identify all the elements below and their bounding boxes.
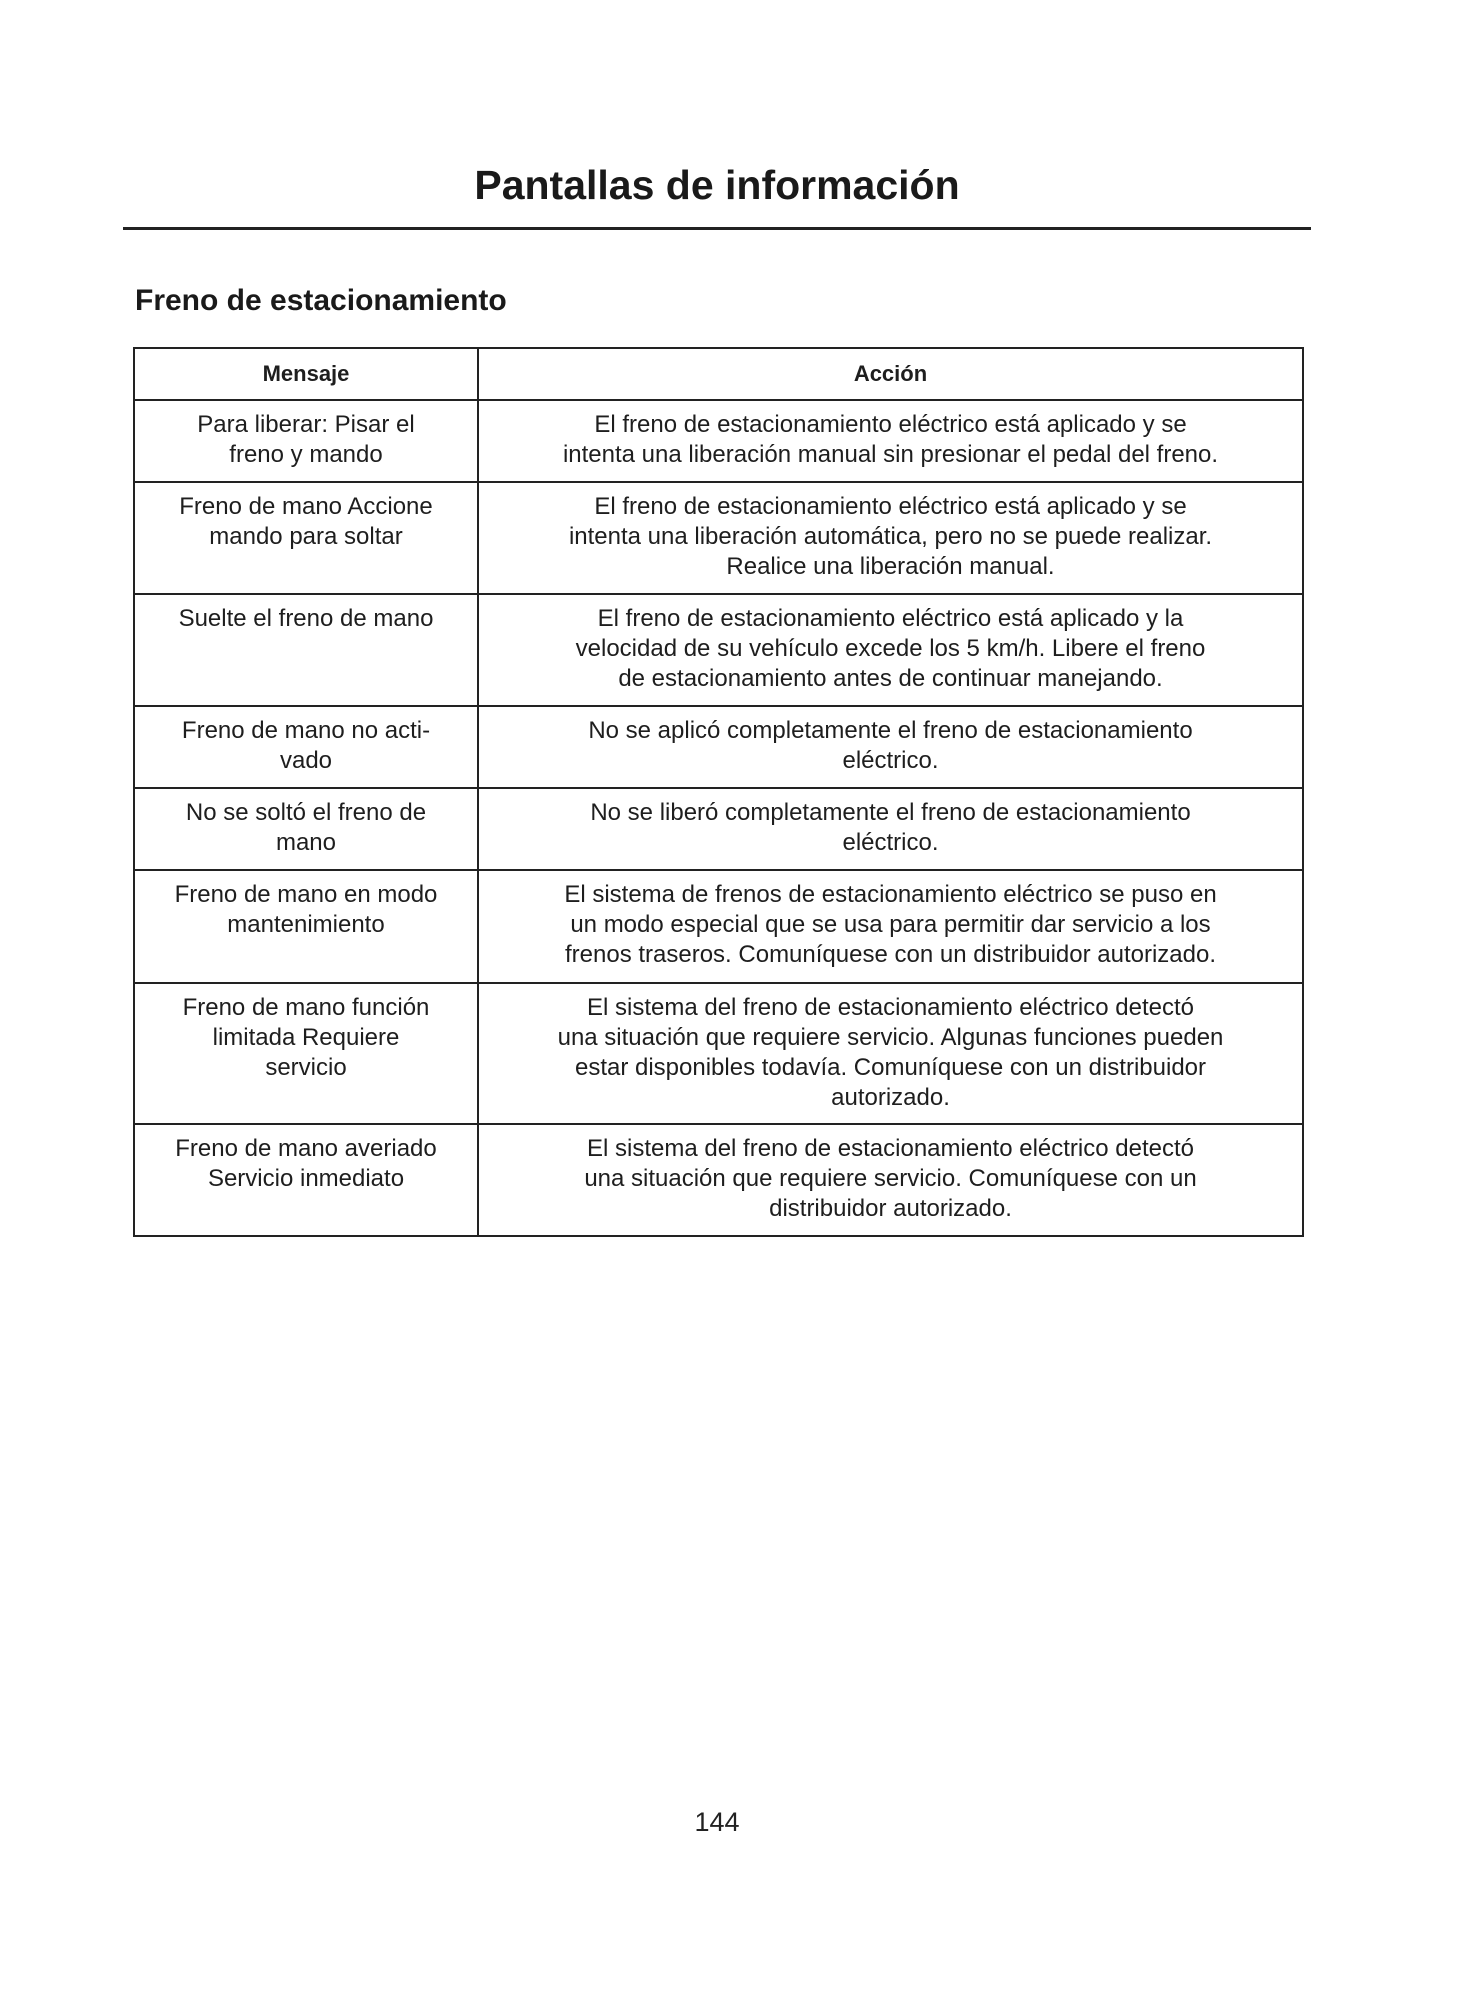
message-cell bbox=[134, 482, 478, 594]
action-line: un modo especial que se usa para permitir dar servicio a los bbox=[570, 911, 1211, 938]
message-cell bbox=[134, 594, 478, 706]
message-line: limitada Requiere bbox=[212, 1024, 400, 1051]
action-cell bbox=[478, 400, 1303, 482]
action-cell bbox=[478, 788, 1303, 870]
action-line: distribuidor autorizado. bbox=[769, 1195, 1012, 1222]
section-heading: Freno de estacionamiento bbox=[135, 284, 507, 317]
action-line: eléctrico. bbox=[842, 829, 939, 856]
action-line: estar disponibles todavía. Comuníquese con un distribuidor bbox=[574, 1054, 1207, 1081]
action-cell bbox=[478, 870, 1303, 983]
action-line: intenta una liberación manual sin presionar el pedal del freno. bbox=[562, 441, 1219, 468]
message-cell bbox=[134, 1124, 478, 1236]
message-line: Freno de mano no acti- bbox=[181, 717, 431, 744]
table-row bbox=[134, 706, 1303, 788]
action-line: una situación que requiere servicio. Algunas funciones pueden bbox=[557, 1024, 1224, 1051]
column-header-action: Acción bbox=[478, 348, 1303, 400]
table-header-row bbox=[134, 348, 1303, 400]
action-line: Realice una liberación manual. bbox=[726, 553, 1055, 580]
action-line: No se aplicó completamente el freno de estacionamiento bbox=[588, 717, 1193, 744]
message-line: Para liberar: Pisar el bbox=[197, 411, 415, 438]
table-row bbox=[134, 594, 1303, 706]
action-line: El sistema de frenos de estacionamiento eléctrico se puso en bbox=[564, 881, 1217, 908]
page-title: Pantallas de información bbox=[474, 162, 960, 208]
message-line: servicio bbox=[265, 1054, 347, 1081]
action-line: autorizado. bbox=[831, 1084, 950, 1111]
page-number: 144 bbox=[694, 1807, 740, 1837]
action-line: El freno de estacionamiento eléctrico está aplicado y se bbox=[594, 493, 1187, 520]
table-row bbox=[134, 482, 1303, 594]
message-line: mando para soltar bbox=[209, 523, 403, 550]
message-line: mano bbox=[275, 829, 337, 856]
column-header-message: Mensaje bbox=[134, 348, 478, 400]
parking-brake-messages-table bbox=[133, 347, 1304, 1237]
message-line: Freno de mano averiado bbox=[175, 1135, 437, 1162]
message-cell bbox=[134, 870, 478, 983]
table-row bbox=[134, 400, 1303, 482]
action-line: de estacionamiento antes de continuar manejando. bbox=[618, 665, 1163, 692]
title-divider bbox=[123, 227, 1311, 230]
message-line: freno y mando bbox=[229, 441, 383, 468]
table-row bbox=[134, 983, 1303, 1124]
action-line: El freno de estacionamiento eléctrico está aplicado y se bbox=[594, 411, 1187, 438]
action-line: eléctrico. bbox=[842, 747, 939, 774]
message-cell bbox=[134, 983, 478, 1124]
action-line: El sistema del freno de estacionamiento eléctrico detectó bbox=[587, 1135, 1194, 1162]
action-line: El freno de estacionamiento eléctrico está aplicado y la bbox=[597, 605, 1184, 632]
action-cell bbox=[478, 594, 1303, 706]
action-line: frenos traseros. Comuníquese con un distribuidor autorizado. bbox=[564, 941, 1217, 968]
message-line: Servicio inmediato bbox=[207, 1165, 405, 1192]
action-line: El sistema del freno de estacionamiento eléctrico detectó bbox=[587, 994, 1194, 1021]
message-line: Freno de mano en modo bbox=[174, 881, 438, 908]
action-cell bbox=[478, 983, 1303, 1124]
action-cell bbox=[478, 1124, 1303, 1236]
action-cell bbox=[478, 482, 1303, 594]
action-line: intenta una liberación automática, pero no se puede realizar. bbox=[568, 523, 1213, 550]
message-line: Freno de mano función bbox=[182, 994, 430, 1021]
table-row bbox=[134, 870, 1303, 983]
action-line: No se liberó completamente el freno de estacionamiento bbox=[590, 799, 1191, 826]
action-line: una situación que requiere servicio. Comuníquese con un bbox=[584, 1165, 1197, 1192]
message-line: vado bbox=[279, 747, 333, 774]
action-cell bbox=[478, 706, 1303, 788]
message-cell bbox=[134, 400, 478, 482]
message-cell bbox=[134, 706, 478, 788]
table-row bbox=[134, 788, 1303, 870]
message-line: Suelte el freno de mano bbox=[178, 605, 434, 632]
message-line: mantenimiento bbox=[227, 911, 385, 938]
table-row bbox=[134, 1124, 1303, 1236]
message-line: No se soltó el freno de bbox=[185, 799, 427, 826]
message-line: Freno de mano Accione bbox=[179, 493, 433, 520]
message-cell bbox=[134, 788, 478, 870]
action-line: velocidad de su vehículo excede los 5 km/h. Libere el freno bbox=[575, 635, 1206, 662]
